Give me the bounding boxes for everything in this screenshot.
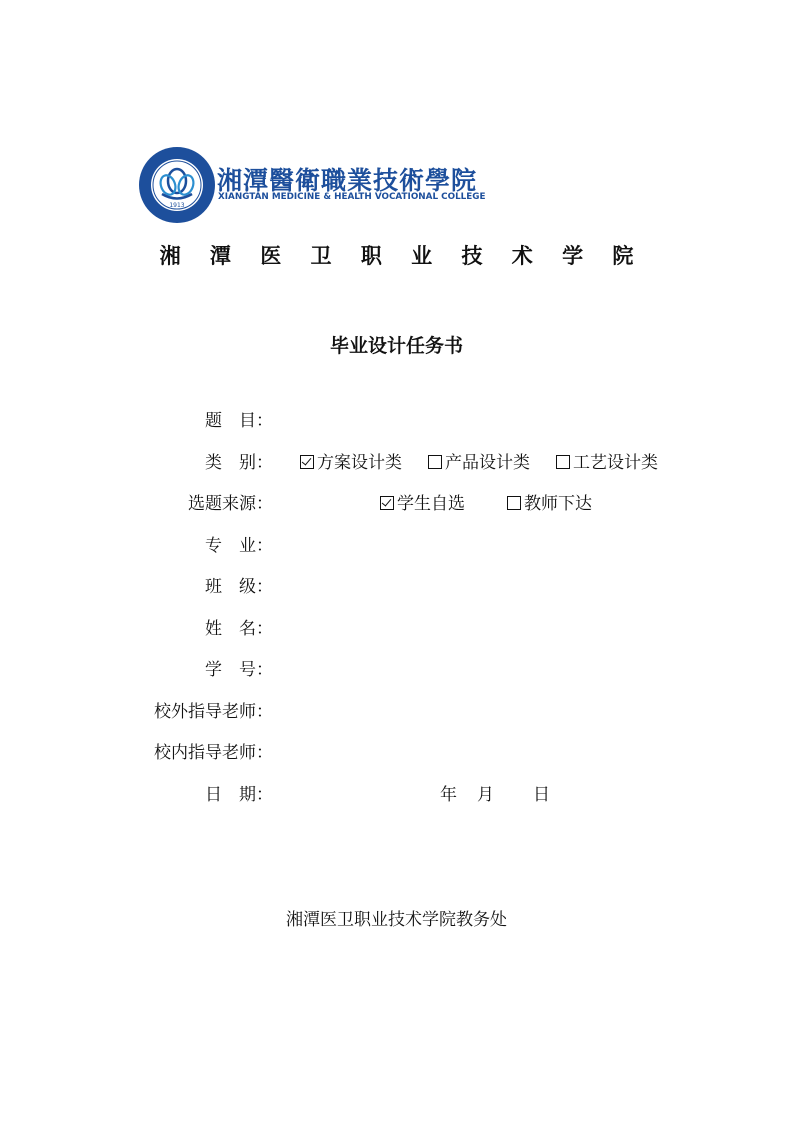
logo-name-en: XIANGTAN MEDICINE & HEALTH VOCATIONAL COLLEGE (218, 192, 486, 202)
option-product-design[interactable] (428, 448, 530, 473)
option-label: 工艺设计类 (573, 453, 658, 473)
option-teacher-assigned[interactable] (507, 489, 592, 514)
row-date (0, 780, 793, 804)
row-internal-advisor (0, 738, 793, 762)
option-label: 方案设计类 (317, 453, 402, 473)
logo-name-zh: 湘潭醫衛職業技術學院 (217, 166, 478, 195)
option-label: 教师下达 (524, 494, 592, 514)
label-source: 选题来源： (188, 494, 273, 514)
row-major (0, 531, 793, 555)
label-topic: 题 目： (205, 411, 273, 431)
option-process-design[interactable] (556, 448, 658, 473)
checkbox-checked-icon[interactable] (380, 496, 394, 510)
document-title: 毕业设计任务书 (329, 335, 463, 357)
row-topic (0, 406, 793, 430)
label-external-advisor: 校外指导老师： (154, 702, 273, 722)
row-external-advisor (0, 697, 793, 721)
option-scheme-design[interactable] (300, 448, 402, 473)
label-class: 班 级： (205, 577, 273, 597)
label-major: 专 业： (205, 536, 273, 556)
row-source (0, 489, 793, 513)
logo-year: 1913 (169, 202, 185, 209)
checkbox-empty-icon[interactable] (556, 455, 570, 469)
college-name: 湘 潭 医 卫 职 业 技 术 学 院 (159, 244, 645, 268)
row-class (0, 572, 793, 596)
college-emblem-icon (137, 145, 217, 225)
row-student-id (0, 655, 793, 679)
row-category (0, 448, 793, 472)
label-internal-advisor: 校内指导老师： (154, 743, 273, 763)
option-student-selected[interactable] (380, 489, 465, 514)
checkbox-empty-icon[interactable] (507, 496, 521, 510)
label-category: 类 别： (205, 453, 273, 473)
option-label: 产品设计类 (445, 453, 530, 473)
date-month: 月 (477, 785, 494, 805)
label-date: 日 期： (205, 785, 273, 805)
date-day: 日 (533, 785, 550, 805)
date-year: 年 (440, 785, 457, 805)
college-logo (137, 145, 486, 225)
row-name (0, 614, 793, 638)
label-name: 姓 名： (205, 619, 273, 639)
footer-office: 湘潭医卫职业技术学院教务处 (286, 910, 507, 930)
checkbox-empty-icon[interactable] (428, 455, 442, 469)
checkbox-checked-icon[interactable] (300, 455, 314, 469)
label-student-id: 学 号： (205, 660, 273, 680)
option-label: 学生自选 (397, 494, 465, 514)
